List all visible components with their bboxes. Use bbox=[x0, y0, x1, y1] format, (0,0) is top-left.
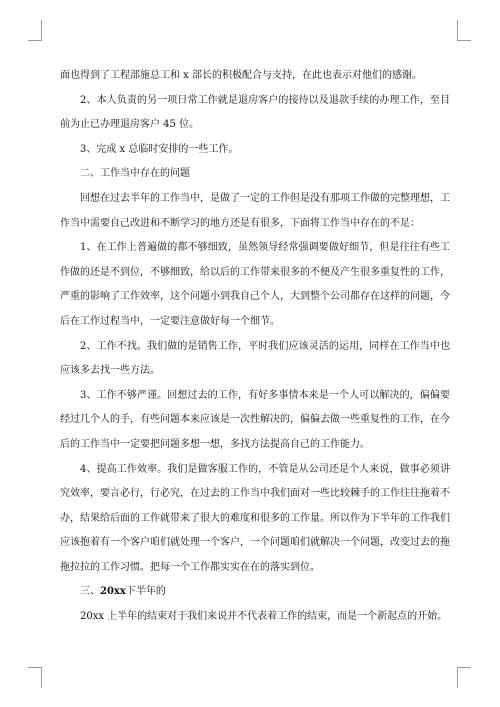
crop-mark-bottom-right bbox=[457, 667, 471, 688]
paragraph-acknowledgement: 面也得到了工程部施总工和 x 部长的积极配合与支持，在此也表示对他们的感谢。 bbox=[60, 70, 422, 81]
crop-mark-bottom-left bbox=[28, 667, 42, 688]
section-heading-problems: 二、工作当中存在的问题 bbox=[80, 168, 190, 180]
paragraph-problem-2: 2、工作不找。我们做的是销售工作，平时我们应该灵活的运用，同样在工作当中也应该多去找一些方法。 bbox=[60, 340, 450, 377]
section-heading-second-half bbox=[60, 580, 450, 605]
paragraph-new-start: 20xx 上半年的结束对于我们来说并不代表着工作的结束，而是一个新起点的开始。 bbox=[80, 611, 448, 623]
paragraph-problems-intro: 回想在过去半年的工作当中，是做了一定的工作但是没有那项工作做的完整理想，工作当中需要自己改进和不断学习的地方还是有很多，下面将工作当中存在的不足： bbox=[60, 192, 450, 229]
crop-mark-top-left bbox=[28, 20, 42, 41]
document-body bbox=[60, 64, 450, 630]
heading-suffix: 下半年的 bbox=[125, 586, 166, 598]
paragraph-problem-3: 3、工作不够严谨。回想过去的工作，有好多事情本来是一个人可以解决的，偏偏要经过几个人的手，有些问题本来应该是一次性解决的，偏偏去做一些重复性的工作，在今后的工作当中一定要把问题多想一想，多找方法提高自己的工作能力。 bbox=[60, 389, 450, 450]
paragraph-problem-4: 4、提高工作效率。我们是做客服工作的，不管是从公司还是个人来说，做事必须讲究效率，要言必行，行必究，在过去的工作当中我们面对一些比较棘手的工作往往拖着不办，结果给后面的工作就带来了很大的难度和很多的工作量。所以作为下半年的工作我们应该抱着有一个客户咱们就处理一个客户，一个问题咱们就解决一个问题，改变过去的拖拖拉拉的工作习惯。把每一个工作都实实在在的落实到位。 bbox=[60, 463, 450, 573]
crop-mark-top-right bbox=[457, 20, 471, 41]
paragraph-problem-1: 1、在工作上普遍做的都不够细致，虽然领导经常强调要做好细节，但是往往有些工作做的还是不到位，不够细致，给以后的工作带来很多的不便及产生很多重复性的工作，严重的影响了工作效率，这个问题小到我自己个人，大到整个公司都存在这样的问题，今后在工作过程当中，一定要注意做好每一个细节。 bbox=[60, 242, 450, 327]
heading-prefix: 三、 bbox=[80, 586, 100, 598]
paragraph-item-2-refunds: 2、本人负责的另一项日常工作就是退房客户的接待以及退款手续的办理工作，至目前为止已办理退房客户 45 位。 bbox=[60, 94, 450, 131]
heading-year: 20xx bbox=[100, 586, 126, 598]
paragraph-item-3-tasks: 3、完成 x 总临时安排的一些工作。 bbox=[80, 143, 239, 155]
